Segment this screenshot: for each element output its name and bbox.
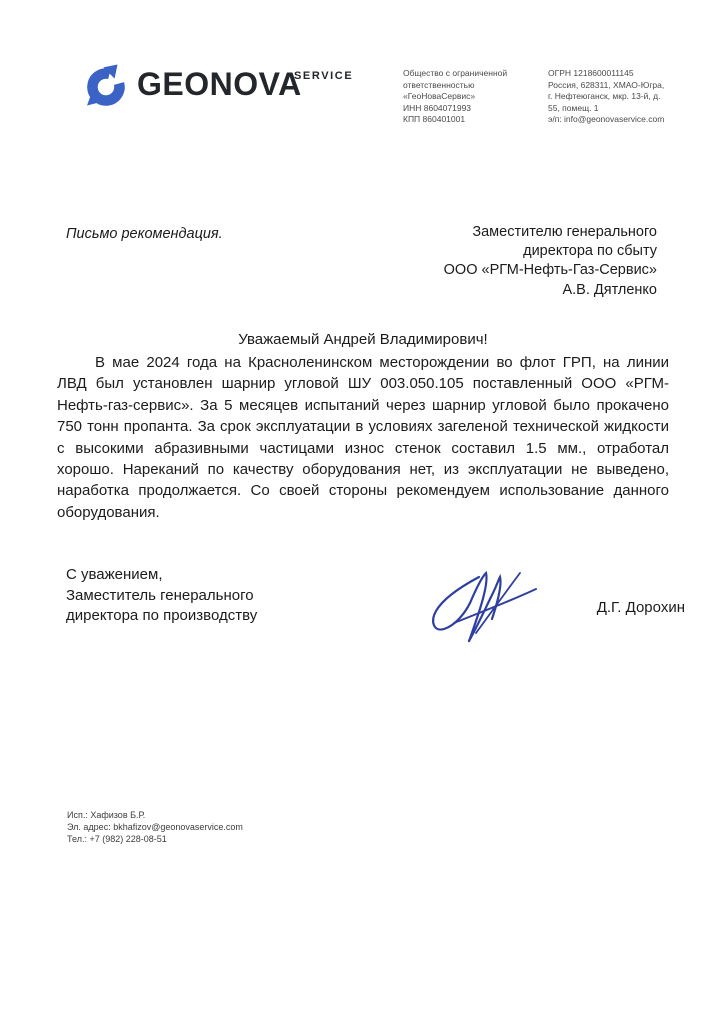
phone-line: Тел.: +7 (982) 228-08-51 [67,833,167,844]
letter-subject: Письмо рекомендация. [66,226,223,242]
signature-handwriting [424,567,566,645]
letter-body: В мае 2024 года на Красноленинском месторождении во флот ГРП, на линии ЛВД был установлен шарнир угловой ШУ 003.050.105 поставленный ООО «РГМ-Нефть-газ-сервис». За 5 месяцев испытаний через шарнир угловой было прокачено 750 тонн пропанта. За срок эксплуатации в условиях загеленой технической жидкости с высокими абразивными частицами износ стенок составил 1.5 мм., отработал хорошо. Нареканий по качеству оборудования нет, из эксплуатации не выведено, наработка продолжается. Со своей стороны рекомендуем использование данного оборудования. [57,354,669,521]
footer-contacts [67,810,243,845]
company-detail-line: ответственностью [403,79,475,90]
addressee-line: ООО «РГМ-Нефть-Газ-Сервис» [443,262,657,279]
company-detail-line: г. Нефтеюганск, мкр. 13-й, д. [548,91,661,102]
addressee-line: А.В. Дятленко [562,281,657,298]
company-detail-line: э/п: info@geonovaservice.com [548,114,665,125]
logo-brand-text: GEONOVA [137,66,302,102]
company-detail-line: 55, помещ. 1 [548,102,599,113]
company-detail-line: ОГРН 1218600011145 [548,68,634,78]
company-detail-line: «ГеоНоваСервис» [403,91,476,102]
salutation: Уважаемый Андрей Владимирович! [238,331,488,348]
signer-name: Д.Г. Дорохин [596,599,685,616]
closing-line: С уважением, [66,566,163,583]
logo-service-text: SERVICE [294,70,354,82]
closing-block [66,565,257,627]
company-details-left [403,68,528,126]
company-detail-line: КПП 860401001 [403,114,466,125]
logo-droplet-icon [82,60,130,108]
company-detail-line: Общество с ограниченной [403,68,508,78]
company-details-right [548,68,678,126]
addressee-line: директора по сбыту [523,243,657,260]
company-detail-line: Россия, 628311, ХМАО-Югра, [548,79,665,90]
addressee-block [444,223,657,300]
addressee-line: Заместителю генерального [472,224,657,240]
closing-line: директора по производству [66,607,258,624]
company-detail-line: ИНН 8604071993 [403,102,472,113]
email-line: Эл. адрес: bkhafizov@geonovaservice.com [67,821,243,832]
executor-line: Исп.: Хафизов Б.Р. [67,810,146,820]
closing-line: Заместитель генерального [66,586,254,604]
